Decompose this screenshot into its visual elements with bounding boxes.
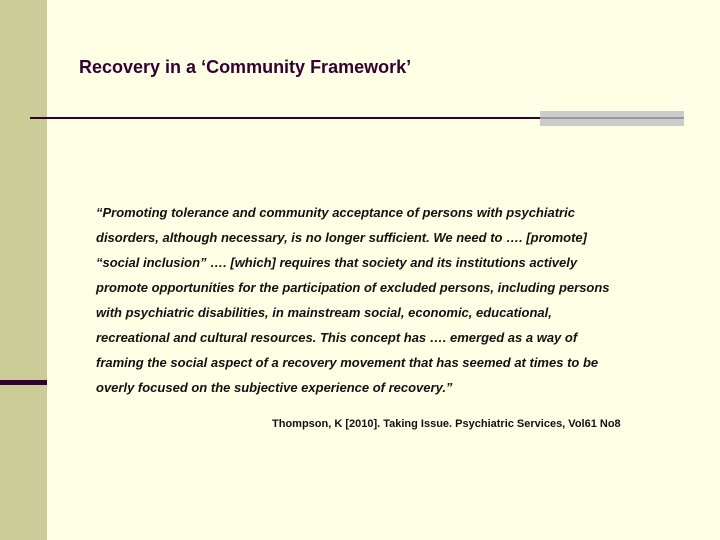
slide-title: Recovery in a ‘Community Framework’ [79, 57, 412, 77]
quote-line-2: disorders, although necessary, is no longer sufficient. We need to …. [promote] [96, 230, 587, 245]
quote-line-1: “Promoting tolerance and community acceptance of persons with psychiatric [96, 205, 575, 220]
left-decorative-band [0, 0, 47, 540]
quote-block [96, 205, 676, 405]
quote-line-8: overly focused on the subjective experience of recovery.” [96, 380, 453, 395]
quote-line-7: framing the social aspect of a recovery movement that has seemed at times to be [96, 355, 599, 370]
quote-line-4: promote opportunities for the participation of excluded persons, including persons [96, 280, 610, 295]
quote-line-6: recreational and cultural resources. This concept has …. emerged as a way of [96, 330, 578, 345]
title-divider-accent-line [540, 117, 684, 119]
left-accent-bar [0, 380, 47, 385]
quote-line-3: “social inclusion” …. [which] requires that society and its institutions actively [96, 255, 578, 270]
title-divider-line [30, 117, 540, 119]
quote-line-5: with psychiatric disabilities, in mainstream social, economic, educational, [96, 305, 552, 320]
citation: Thompson, K [2010]. Taking Issue. Psychiatric Services, Vol61 No8 [272, 418, 621, 430]
